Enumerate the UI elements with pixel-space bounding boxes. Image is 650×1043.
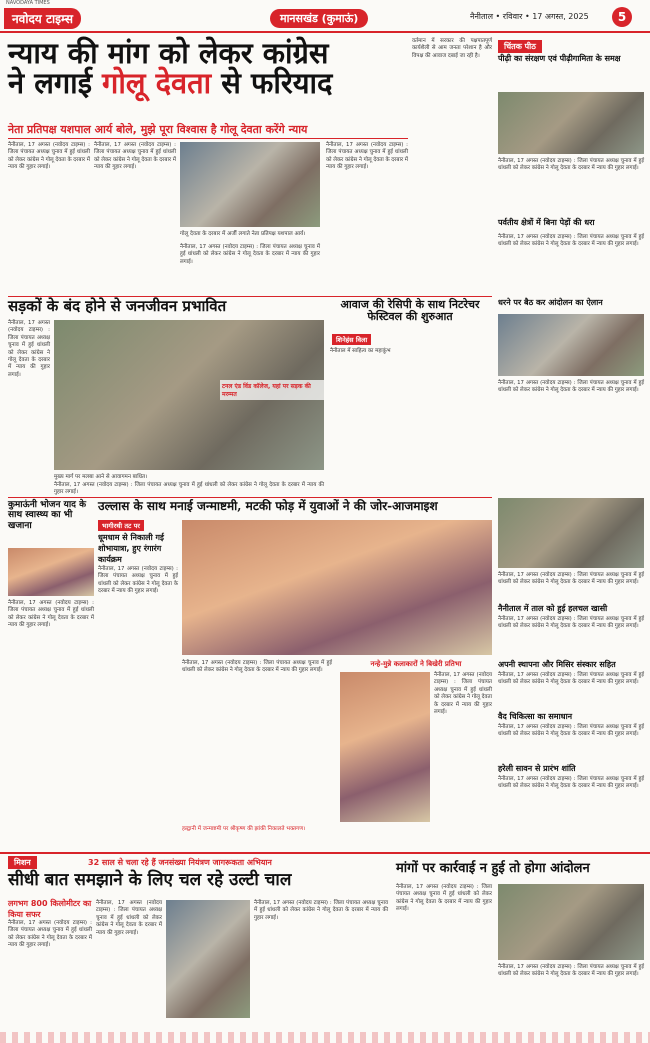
children-caption: नन्हे-मुन्ने कलाकारों ने बिखेरी प्रतिभा <box>370 660 462 668</box>
vichar-text: नैनीताल, 17 अगस्त (नवोदय टाइम्स) : जिला पंचायत अध्यक्ष चुनाव में हुई धांधली को लेकर कांग्रेस ने गोलू देवता के दरबार में न्याय की गुहार लगाई। <box>498 158 644 172</box>
mission-sub: लगभग 800 किलोमीटर का किया सफर <box>8 899 92 919</box>
unity-text: नैनीताल, 17 अगस्त (नवोदय टाइम्स) : जिला पंचायत अध्यक्ष चुनाव में हुई धांधली को लेकर कांग्रेस ने गोलू देवता के दरबार में न्याय की गुहार लगाई। <box>498 672 644 686</box>
vichar-photo <box>498 92 644 154</box>
roads-overlay: टनल एंड विंड कॉलेज, यहां पर सड़क की मरम्मत <box>220 380 324 400</box>
janmashtami-subhead: धूमधाम से निकाली गई शोभायात्रा, हुए रंगारंग कार्यक्रम <box>98 533 164 564</box>
nature-text: नैनीताल, 17 अगस्त (नवोदय टाइम्स) : जिला पंचायत अध्यक्ष चुनाव में हुई धांधली को लेकर कांग्रेस ने गोलू देवता के दरबार में न्याय की गुहार लगाई। <box>498 616 644 630</box>
mission-text-3: नैनीताल, 17 अगस्त (नवोदय टाइम्स) : जिला पंचायत अध्यक्ष चुनाव में हुई धांधली को लेकर कांग्रेस ने गोलू देवता के दरबार में न्याय की गुहार लगाई। <box>254 900 388 921</box>
janmashtami-photo <box>182 520 492 655</box>
shinefest-headline: आवाज की रेसिपी के साथ निटरेचर फेस्टिवल की शुरुआत <box>340 298 480 323</box>
protest-headline: मांगों पर कार्रवाई न हुई तो होगा आंदोलन <box>396 861 590 876</box>
bird-text: नैनीताल, 17 अगस्त (नवोदय टाइम्स) : जिला पंचायत अध्यक्ष चुनाव में हुई धांधली को लेकर कांग्रेस ने गोलू देवता के दरबार में न्याय की गुहार लगाई। <box>498 776 644 790</box>
mission-text-2: नैनीताल, 17 अगस्त (नवोदय टाइम्स) : जिला पंचायत अध्यक्ष चुनाव में हुई धांधली को लेकर कांग्रेस ने गोलू देवता के दरबार में न्याय की गुहार लगाई। <box>96 900 162 936</box>
lead-subhead: नेता प्रतिपक्ष यशपाल आर्य बोले, मुझे पूरा विश्वास है गोलू देवता करेंगे न्याय <box>8 123 308 136</box>
protest-text-2: नैनीताल, 17 अगस्त (नवोदय टाइम्स) : जिला पंचायत अध्यक्ष चुनाव में हुई धांधली को लेकर कांग्रेस ने गोलू देवता के दरबार में न्याय की गुहार लगाई। <box>498 964 644 978</box>
hill-headline: पर्वतीय क्षेत्रों में बिना पेड़ों की धरा <box>498 218 595 227</box>
health-text: नैनीताल, 17 अगस्त (नवोदय टाइम्स) : जिला पंचायत अध्यक्ष चुनाव में हुई धांधली को लेकर कांग्रेस ने गोलू देवता के दरबार में न्याय की गुहार लगाई। <box>498 724 644 738</box>
lead-headline-line1: न्याय की मांग को लेकर कांग्रेस <box>8 36 329 70</box>
vichar-tag: चिंतक पीठ <box>498 40 542 53</box>
lead-column-1: नैनीताल, 17 अगस्त (नवोदय टाइम्स) : जिला पंचायत अध्यक्ष चुनाव में हुई धांधली को लेकर कांग्रेस ने गोलू देवता के दरबार में न्याय की गुहार लगाई। <box>8 142 90 171</box>
vichar-title: पीढ़ी का संरक्षण एवं पीढ़ीगामिता के समक्ष <box>498 54 621 63</box>
lead-headline <box>8 38 408 99</box>
roads-headline: सड़कों के बंद होने से जनजीवन प्रभावित <box>8 297 227 315</box>
roads-text-2: नैनीताल, 17 अगस्त (नवोदय टाइम्स) : जिला पंचायत अध्यक्ष चुनाव में हुई धांधली को लेकर कांग्रेस ने गोलू देवता के दरबार में न्याय की गुहार लगाई। <box>54 482 324 496</box>
unity-headline: अपनी स्थापना और मिसिर संस्कार सहित <box>498 660 616 669</box>
page-header <box>0 0 650 34</box>
mission-text-1: नैनीताल, 17 अगस्त (नवोदय टाइम्स) : जिला पंचायत अध्यक्ष चुनाव में हुई धांधली को लेकर कांग्रेस ने गोलू देवता के दरबार में न्याय की गुहार लगाई। <box>8 920 92 949</box>
hero-photo <box>180 142 320 227</box>
shinefest-tag: शिनेहंस विला <box>332 334 371 345</box>
mission-tag: मिशन <box>8 856 37 869</box>
janmashtami-headline: उल्लास के साथ मनाई जन्माष्टमी, मटकी फोड़ में युवाओं ने की जोर-आजमाइश <box>98 499 438 513</box>
section-title: मानसखंड (कुमाऊं) <box>270 9 368 28</box>
lead-column-3: नैनीताल, 17 अगस्त (नवोदय टाइम्स) : जिला पंचायत अध्यक्ष चुनाव में हुई धांधली को लेकर कांग्रेस ने गोलू देवता के दरबार में न्याय की गुहार लगाई। <box>180 244 320 265</box>
right-photo-2 <box>498 498 644 568</box>
kumaoni-photo <box>8 548 94 596</box>
roads-caption: मुख्य मार्ग पर मलबा आने से आवागमन बाधित। <box>54 474 148 480</box>
hill-text: नैनीताल, 17 अगस्त (नवोदय टाइम्स) : जिला पंचायत अध्यक्ष चुनाव में हुई धांधली को लेकर कांग्रेस ने गोलू देवता के दरबार में न्याय की गुहार लगाई। <box>498 234 644 248</box>
nature-headline: नैनीताल में ताल को हुई हलचल खासी <box>498 604 608 613</box>
children-text: नैनीताल, 17 अगस्त (नवोदय टाइम्स) : जिला पंचायत अध्यक्ष चुनाव में हुई धांधली को लेकर कांग्रेस ने गोलू देवता के दरबार में न्याय की गुहार लगाई। <box>434 672 492 716</box>
protest-text: नैनीताल, 17 अगस्त (नवोदय टाइम्स) : जिला पंचायत अध्यक्ष चुनाव में हुई धांधली को लेकर कांग्रेस ने गोलू देवता के दरबार में न्याय की गुहार लगाई। <box>396 884 492 913</box>
hero-caption: गोलू देवता के दरबार में अर्जी लगाते नेता प्रतिपक्ष यशपाल आर्य। <box>180 231 306 237</box>
mission-headline: सीधी बात समझाने के लिए चल रहे उल्टी चाल <box>8 870 292 890</box>
road-protest-text: नैनीताल, 17 अगस्त (नवोदय टाइम्स) : जिला पंचायत अध्यक्ष चुनाव में हुई धांधली को लेकर कांग्रेस ने गोलू देवता के दरबार में न्याय की गुहार लगाई। <box>498 380 644 394</box>
roads-text: नैनीताल, 17 अगस्त (नवोदय टाइम्स) : जिला पंचायत अध्यक्ष चुनाव में हुई धांधली को लेकर कांग्रेस ने गोलू देवता के दरबार में न्याय की गुहार लगाई। <box>8 320 50 378</box>
road-protest-photo <box>498 314 644 376</box>
footer-registration-marks <box>0 1032 650 1043</box>
right-text-2: नैनीताल, 17 अगस्त (नवोदय टाइम्स) : जिला पंचायत अध्यक्ष चुनाव में हुई धांधली को लेकर कांग्रेस ने गोलू देवता के दरबार में न्याय की गुहार लगाई। <box>498 572 644 586</box>
lead-column-4: नैनीताल, 17 अगस्त (नवोदय टाइम्स) : जिला पंचायत अध्यक्ष चुनाव में हुई धांधली को लेकर कांग्रेस ने गोलू देवता के दरबार में न्याय की गुहार लगाई। <box>326 142 408 171</box>
janmashtami-tag: भागीरथी तट पर <box>98 520 144 531</box>
bird-headline: हरेली सावन से प्रारंभ शांति <box>498 764 576 773</box>
lead-headline-line2: ने लगाई गोलू देवता से फरियाद <box>8 66 333 101</box>
lead-column-2: नैनीताल, 17 अगस्त (नवोदय टाइम्स) : जिला पंचायत अध्यक्ष चुनाव में हुई धांधली को लेकर कांग्रेस ने गोलू देवता के दरबार में न्याय की गुहार लगाई। <box>94 142 176 171</box>
shinefest-text: नैनीताल में साहित्य का महाकुंभ <box>330 348 391 354</box>
kumaoni-text: नैनीताल, 17 अगस्त (नवोदय टाइम्स) : जिला पंचायत अध्यक्ष चुनाव में हुई धांधली को लेकर कांग्रेस ने गोलू देवता के दरबार में न्याय की गुहार लगाई। <box>8 600 94 629</box>
janmashtami-text-2: नैनीताल, 17 अगस्त (नवोदय टाइम्स) : जिला पंचायत अध्यक्ष चुनाव में हुई धांधली को लेकर कांग्रेस ने गोलू देवता के दरबार में न्याय की गुहार लगाई। <box>182 660 332 674</box>
children-photo <box>340 672 430 822</box>
brand-logo: नवोदय टाइम्स <box>4 8 81 29</box>
date-line: नैनीताल • रविवार • 17 अगस्त, 2025 <box>470 12 589 21</box>
road-protest-headline: धरने पर बैठ कर आंदोलन का ऐलान <box>498 298 603 307</box>
header-rule <box>0 31 650 33</box>
health-headline: वैद चिकित्सा का समाधान <box>498 712 573 721</box>
kumaoni-headline: कुमाऊंनी भोजन याद के साथ स्वास्थ्य का भी खजाना <box>8 500 86 531</box>
masthead-kicker: NAVODAYA TIMES <box>6 0 50 6</box>
mission-ticker: 32 साल से चला रहे हैं जनसंख्या नियंत्रण जागरूकता अभियान <box>88 858 272 867</box>
protest-photo <box>498 884 644 960</box>
janmashtami-photo-caption: हल्द्वानी में जन्माष्टमी पर श्रीकृष्ण की झांकी निकालते भक्तगण। <box>182 826 306 832</box>
janmashtami-text: नैनीताल, 17 अगस्त (नवोदय टाइम्स) : जिला पंचायत अध्यक्ष चुनाव में हुई धांधली को लेकर कांग्रेस ने गोलू देवता के दरबार में न्याय की गुहार लगाई। <box>98 566 178 595</box>
page-number: 5 <box>612 7 632 27</box>
sidebar-column: वर्तमान में सरकार की पक्षपातपूर्ण कार्यशैली से आम जनता परेशान है और विपक्ष की आवाज दबाई जा रही है। <box>412 38 492 59</box>
mission-photo <box>166 900 250 1018</box>
